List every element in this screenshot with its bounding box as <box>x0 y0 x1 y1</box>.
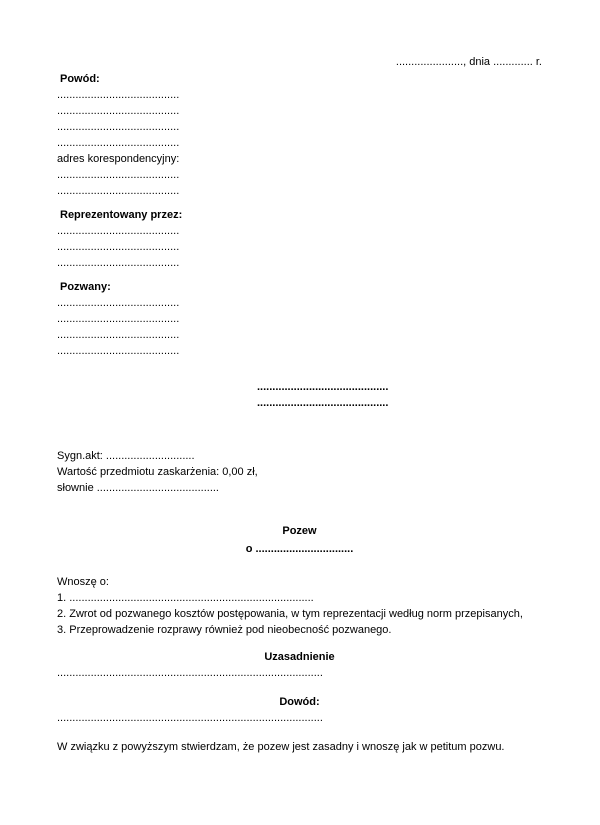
plaintiff-blank-line: ........................................ <box>57 105 180 117</box>
evidence-heading: Dowód: <box>279 696 320 708</box>
plaintiff-blank-line: ........................................ <box>57 89 180 101</box>
defendant-blank-line: ........................................ <box>57 297 180 309</box>
petition-intro: Wnoszę o: <box>57 576 109 588</box>
court-section <box>257 379 542 411</box>
court-blank-line: ........................................... <box>257 397 389 409</box>
plaintiff-blank-line: ........................................ <box>57 121 180 133</box>
document-title: Pozew <box>282 525 317 537</box>
justification-section <box>57 649 542 681</box>
petition-item: 3. Przeprowadzenie rozprawy również pod nieobecność pozwanego. <box>57 624 392 636</box>
representative-blank-line: ........................................ <box>57 257 180 269</box>
evidence-section <box>57 694 542 726</box>
defendant-blank-line: ........................................ <box>57 345 180 357</box>
plaintiff-blank-line: ........................................ <box>57 137 180 149</box>
defendant-blank-line: ........................................ <box>57 313 180 325</box>
case-signature: Sygn.akt: ............................. <box>57 450 195 462</box>
justification-blank-line: ....................................................................................... <box>57 667 323 679</box>
document-subject-line: o ................................ <box>245 543 354 555</box>
evidence-blank-line: ....................................................................................... <box>57 712 323 724</box>
defendant-section <box>57 279 542 359</box>
case-info-section <box>57 448 542 496</box>
case-claim-value: Wartość przedmiotu zaskarżenia: 0,00 zł, <box>57 466 258 478</box>
defendant-label: Pozwany: <box>60 281 111 293</box>
representative-section <box>57 207 542 271</box>
justification-heading: Uzasadnienie <box>264 651 335 663</box>
plaintiff-label: Powód: <box>60 73 100 85</box>
case-claim-value-words: słownie ........................................ <box>57 482 219 494</box>
plaintiff-address-blank-line: ........................................ <box>57 185 180 197</box>
closing-statement: W związku z powyższym stwierdzam, że pozew jest zasadny i wnoszę jak w petitum pozwu. <box>57 741 505 753</box>
representative-blank-line: ........................................ <box>57 225 180 237</box>
petition-item: 2. Zwrot od pozwanego kosztów postępowania, w tym reprezentacji według norm przepisanych, <box>57 608 523 620</box>
plaintiff-address-blank-line: ........................................ <box>57 169 180 181</box>
court-blank-line: ........................................... <box>257 381 389 393</box>
plaintiff-address-label: adres korespondencyjny: <box>57 153 180 165</box>
petition-item: 1. ................................................................................ <box>57 592 314 604</box>
petition-section <box>57 574 542 638</box>
plaintiff-section <box>57 71 542 199</box>
title-section <box>57 523 542 557</box>
representative-label: Reprezentowany przez: <box>60 209 183 221</box>
date-line: ......................, dnia ............. r. <box>395 56 542 68</box>
defendant-blank-line: ........................................ <box>57 329 180 341</box>
representative-blank-line: ........................................ <box>57 241 180 253</box>
